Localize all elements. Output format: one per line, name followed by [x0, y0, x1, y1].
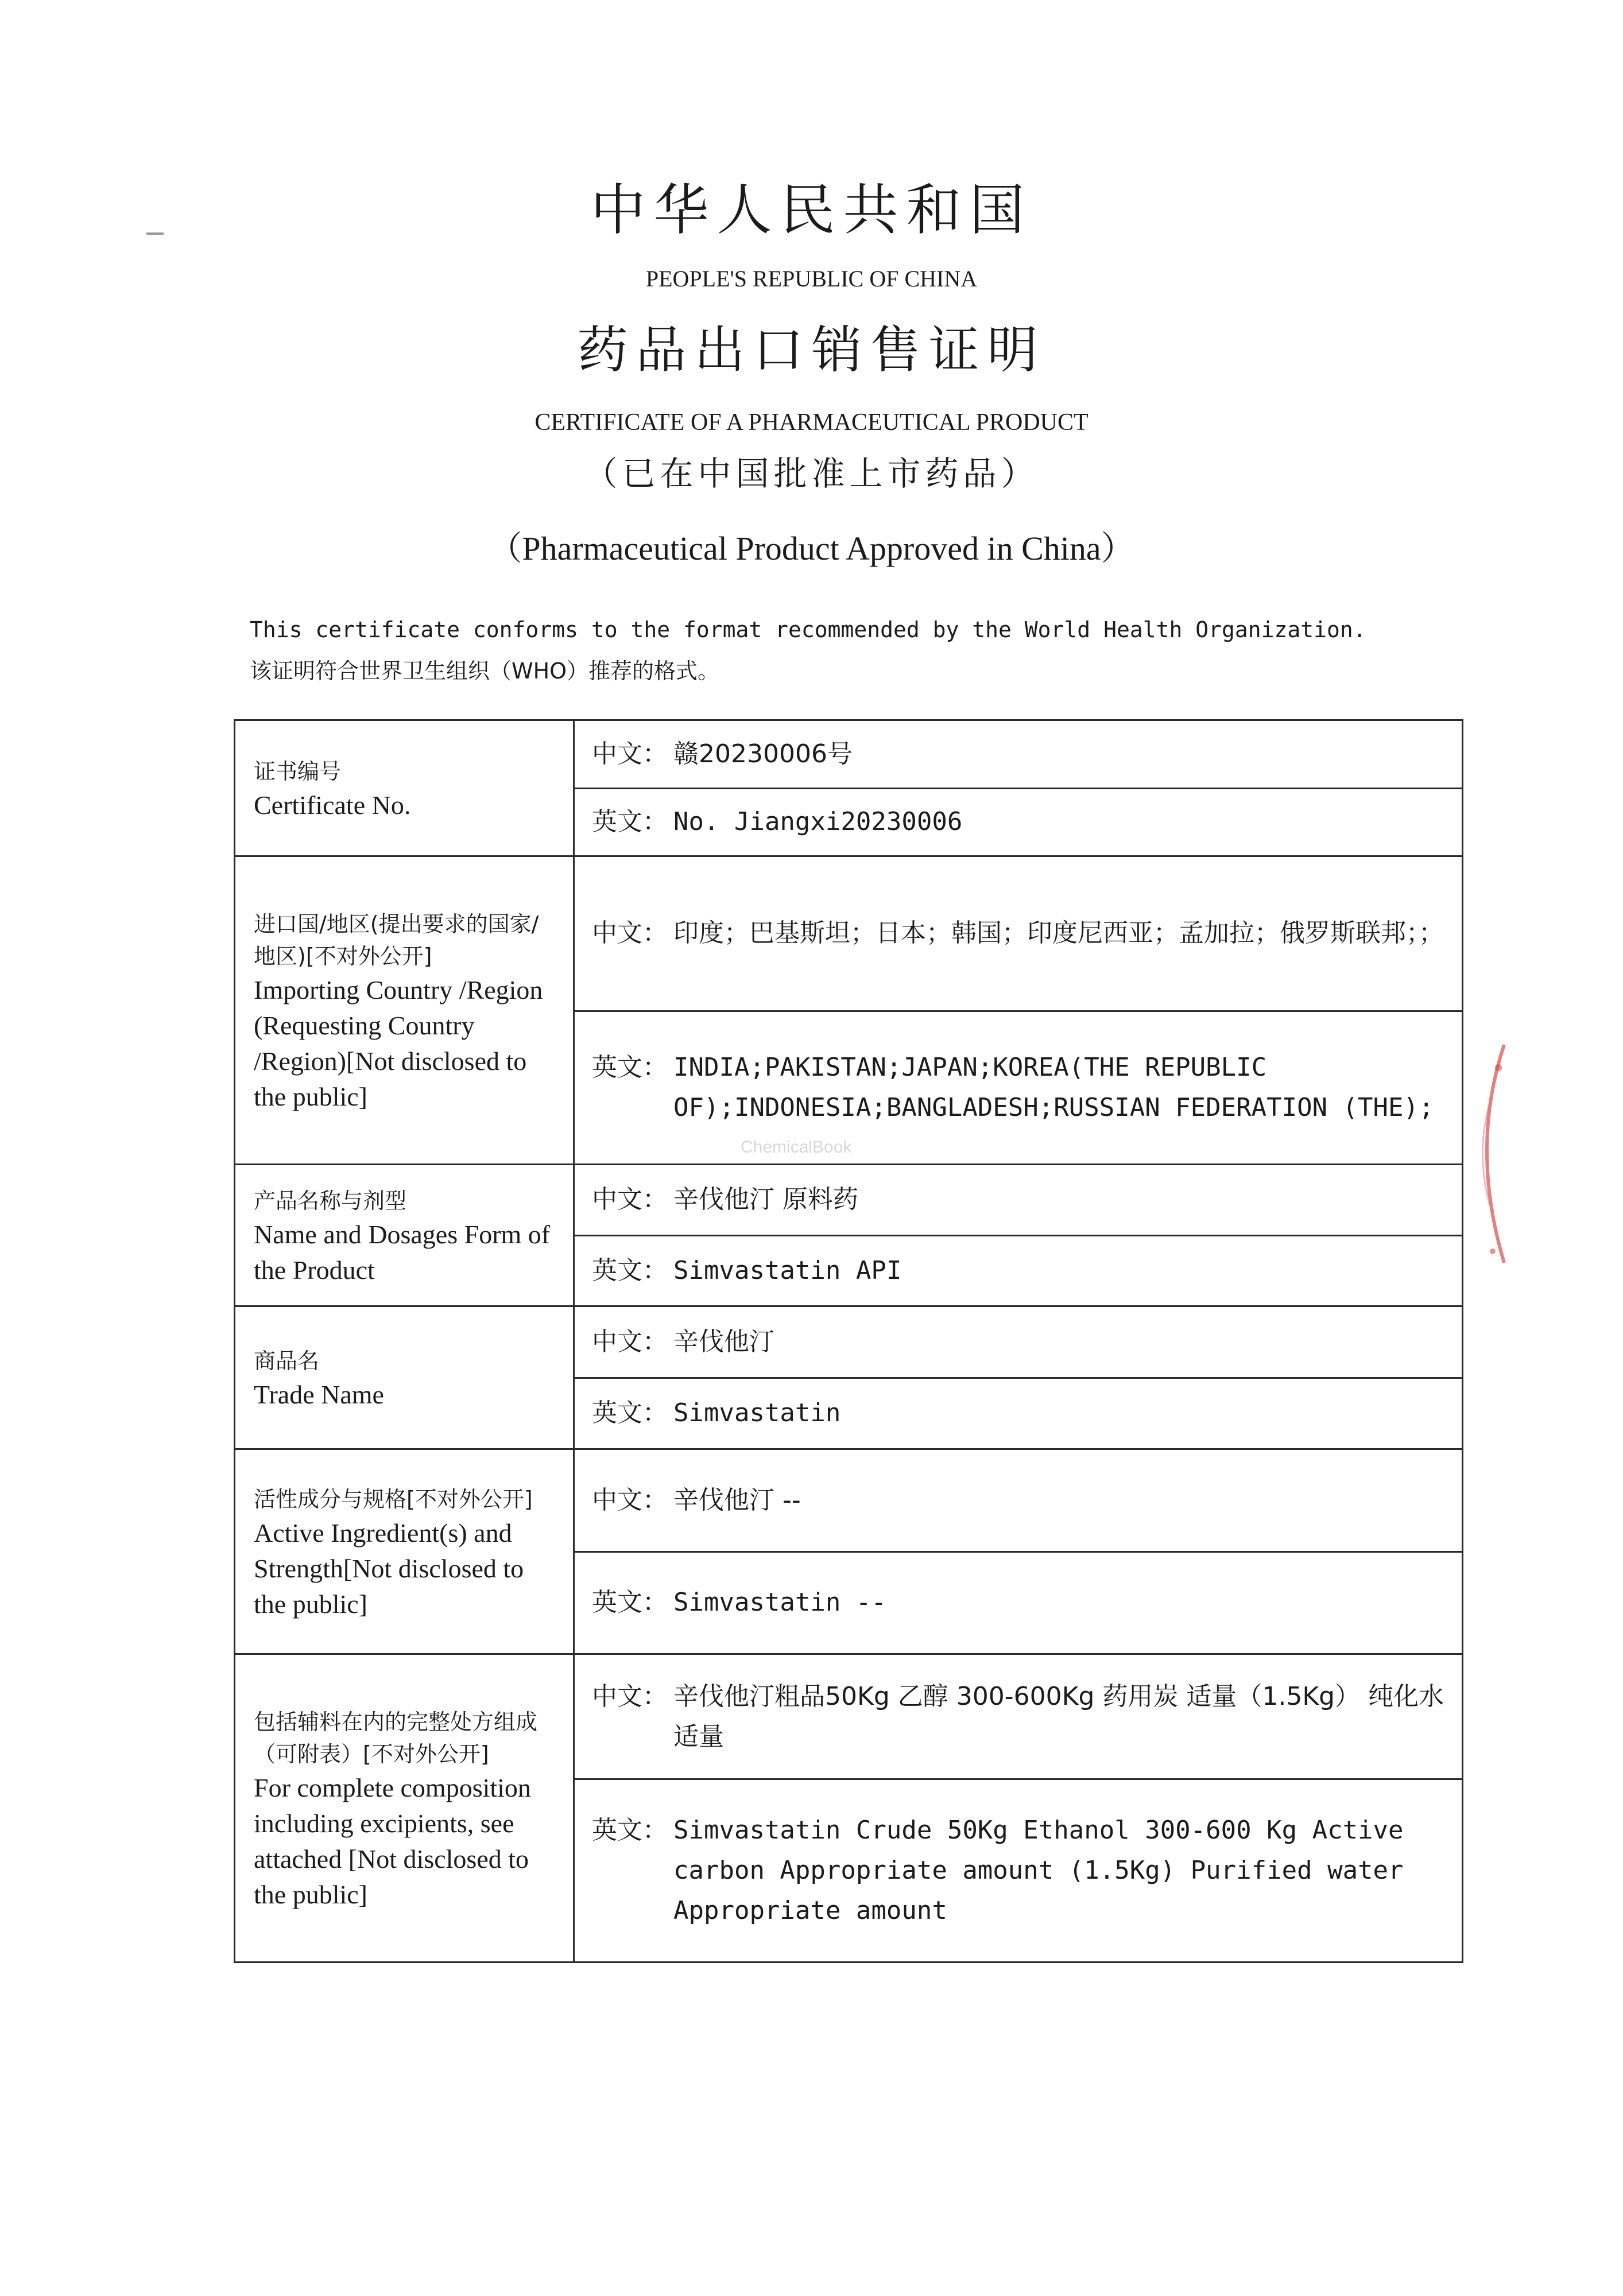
key-en: 英文：: [592, 1816, 668, 1845]
label-en: Active Ingredient(s) and Strength[Not disclosed to the public]: [254, 1518, 524, 1619]
label-en: Importing Country /Region (Requesting Country /Region)[Not disclosed to the public]: [254, 975, 543, 1111]
intro-note-en: This certificate conforms to the format recommended by the World Health Organization.: [250, 617, 1366, 642]
table-row: [235, 856, 1463, 1011]
watermark: ChemicalBook: [741, 1138, 852, 1157]
label-cn: 产品名称与剂型: [254, 1188, 407, 1213]
value-cn: 印度；巴基斯坦；日本；韩国；印度尼西亚；孟加拉；俄罗斯联邦；；: [673, 918, 1444, 948]
value-cell-en: [574, 1779, 1463, 1963]
label-cell: [235, 1449, 574, 1654]
certificate-table: [234, 719, 1463, 1963]
certificate-subtitle-cn: （已在中国批准上市药品）: [584, 454, 1039, 493]
table-row: [235, 1449, 1463, 1552]
value-cell-cn: [574, 856, 1463, 1011]
value-cn: 辛伐他汀粗品50Kg 乙醇 300-600Kg 药用炭 适量（1.5Kg） 纯化水 适量: [673, 1681, 1444, 1751]
certificate-title-en: CERTIFICATE OF A PHARMACEUTICAL PRODUCT: [534, 409, 1089, 436]
value-en: Simvastatin: [673, 1398, 841, 1428]
value-cn: 赣20230006号: [673, 739, 853, 769]
value-en: Simvastatin API: [673, 1255, 902, 1285]
key-cn: 中文：: [592, 1185, 668, 1215]
key-cn: 中文：: [592, 739, 668, 769]
value-en: No. Jiangxi20230006: [673, 807, 963, 837]
value-en: INDIA;PAKISTAN;JAPAN;KOREA(THE REPUBLIC OF);INDONESIA;BANGLADESH;RUSSIAN FEDERATION (THE);: [673, 1052, 1434, 1122]
label-cell: [235, 1306, 574, 1449]
label-cn: 包括辅料在内的完整处方组成（可附表）[不对外公开]: [254, 1709, 538, 1767]
label-cell: [235, 720, 574, 856]
label-cn: 商品名: [254, 1348, 320, 1374]
key-en: 英文：: [592, 807, 668, 837]
certificate-title-cn: 药品出口销售证明: [577, 320, 1046, 379]
label-cn: 进口国/地区(提出要求的国家/地区)[不对外公开]: [254, 912, 539, 969]
value-cell-cn: [574, 1306, 1463, 1378]
value-cell-en: [574, 788, 1463, 856]
value-cn: 辛伐他汀: [673, 1327, 774, 1356]
key-en: 英文：: [592, 1052, 668, 1082]
value-cn: 辛伐他汀 原料药: [673, 1185, 858, 1215]
label-cell: [235, 1654, 574, 1963]
key-cn: 中文：: [592, 1485, 668, 1515]
country-title-cn: 中华人民共和国: [590, 178, 1033, 242]
key-cn: 中文：: [592, 1327, 668, 1356]
certificate-subtitle-en: （Pharmaceutical Product Approved in China）: [489, 530, 1134, 567]
value-cell-cn: [574, 1165, 1463, 1236]
intro-note-cn: 该证明符合世界卫生组织（WHO）推荐的格式。: [250, 658, 720, 684]
value-cell-en: [574, 1552, 1463, 1654]
key-en: 英文：: [592, 1255, 668, 1285]
label-cell: [235, 1165, 574, 1306]
key-cn: 中文：: [592, 918, 668, 948]
key-cn: 中文：: [592, 1681, 668, 1711]
table-row: [235, 1165, 1463, 1236]
table-row: [235, 1654, 1463, 1779]
value-cell-en: [574, 1378, 1463, 1449]
value-cell-cn: [574, 1449, 1463, 1552]
key-en: 英文：: [592, 1588, 668, 1618]
key-en: 英文：: [592, 1398, 668, 1428]
value-cell-en: [574, 1011, 1463, 1164]
label-cn: 证书编号: [254, 759, 342, 784]
label-en: For complete composition including excipients, see attached [Not disclosed to the public]: [254, 1773, 531, 1909]
value-cell-cn: [574, 1654, 1463, 1779]
value-cell-cn: [574, 720, 1463, 789]
value-cell-en: [574, 1235, 1463, 1306]
label-en: Trade Name: [254, 1380, 384, 1409]
value-en: Simvastatin --: [673, 1588, 886, 1618]
official-seal-fragment: [1435, 1033, 1516, 1274]
label-en: Certificate No.: [254, 790, 411, 820]
label-cell: [235, 856, 574, 1165]
value-cn: 辛伐他汀 --: [673, 1485, 801, 1515]
table-row: [235, 1306, 1463, 1378]
label-en: Name and Dosages Form of the Product: [254, 1220, 551, 1285]
label-cn: 活性成分与规格[不对外公开]: [254, 1487, 533, 1512]
country-title-en: PEOPLE'S REPUBLIC OF CHINA: [645, 266, 978, 292]
value-en: Simvastatin Crude 50Kg Ethanol 300-600 Kg Active carbon Appropriate amount (1.5Kg) Purified water Appropriate amount: [673, 1816, 1404, 1926]
table-row: [235, 720, 1463, 789]
